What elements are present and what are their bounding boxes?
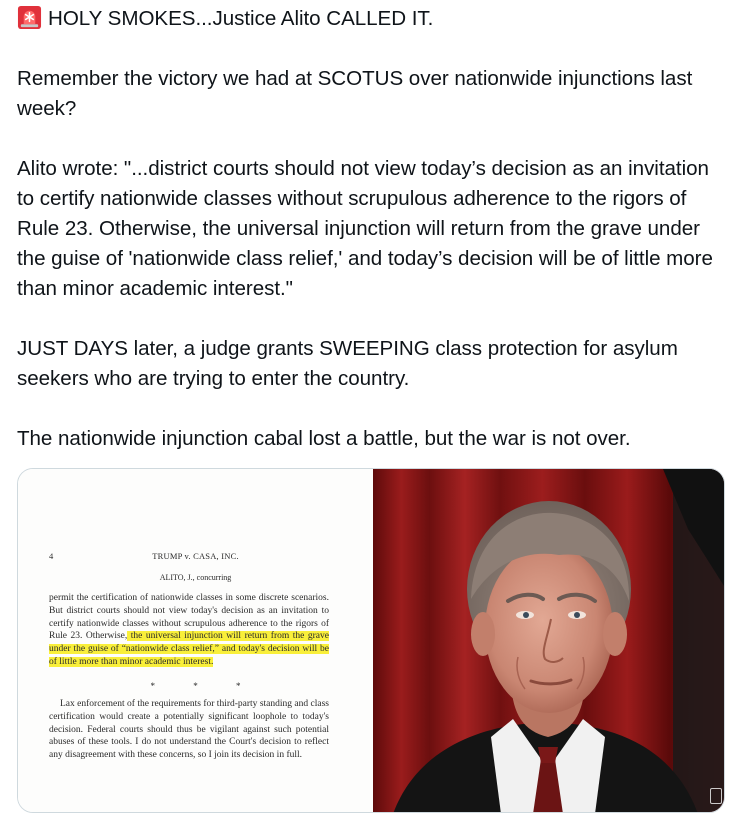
doc-paragraph-1: [49, 592, 329, 669]
post-paragraph-3: JUST DAYS later, a judge grants SWEEPING class protection for asylum seekers who are trying to enter the country.: [17, 337, 678, 390]
headline-text: HOLY SMOKES...Justice Alito CALLED IT.: [48, 7, 434, 30]
portrait-illustration: [373, 469, 725, 813]
rotating-light-icon: [17, 5, 42, 30]
post-paragraph-1: Remember the victory we had at SCOTUS over nationwide injunctions last week?: [17, 67, 693, 120]
post-paragraph-4: The nationwide injunction cabal lost a battle, but the war is not over.: [17, 427, 631, 450]
doc-paragraph-2: Lax enforcement of the requirements for third-party standing and class certification would create a potentially significant loophole to today's decision. Federal courts should thus be vigilant against such potential abuses of these tools. I do not understand the Court's decision to reflect any disagreement with these concerns, so I join its decision in full.: [49, 699, 329, 761]
court-opinion-image[interactable]: [18, 469, 373, 813]
doc-highlighted-passage: the universal injunction will return from the grave under the guise of “nationwide class relief,” and today's decision will be of little more than minor academic interest.: [49, 631, 329, 667]
justice-portrait-photo[interactable]: [373, 469, 725, 813]
doc-page-number: 4: [49, 551, 54, 561]
doc-paragraph-1-text: permit the certification of nationwide classes in some discrete scenarios. But district courts should not view today's decision as an invitation to certify nationwide classes without scrupulous adherence to the rigors of Rule 23. Otherwise,: [49, 593, 329, 642]
doc-section-break: * * *: [150, 681, 259, 691]
doc-subheader: ALITO, J., concurring: [159, 573, 232, 582]
post-headline: [17, 4, 729, 34]
post-text: [17, 4, 729, 454]
doc-header: TRUMP v. CASA, INC.: [152, 551, 239, 561]
media-attachment[interactable]: [17, 468, 725, 813]
post-paragraph-2: Alito wrote: "...district courts should not view today’s decision as an invitation to certify nationwide classes without scrupulous adherence to the rigors of Rule 23. Otherwise, the universal injunction will return from the grave under the guise of 'nationwide class relief,' and today’s decision will be of little more than minor academic interest.": [17, 157, 713, 300]
watermark-badge-icon: [710, 788, 722, 804]
